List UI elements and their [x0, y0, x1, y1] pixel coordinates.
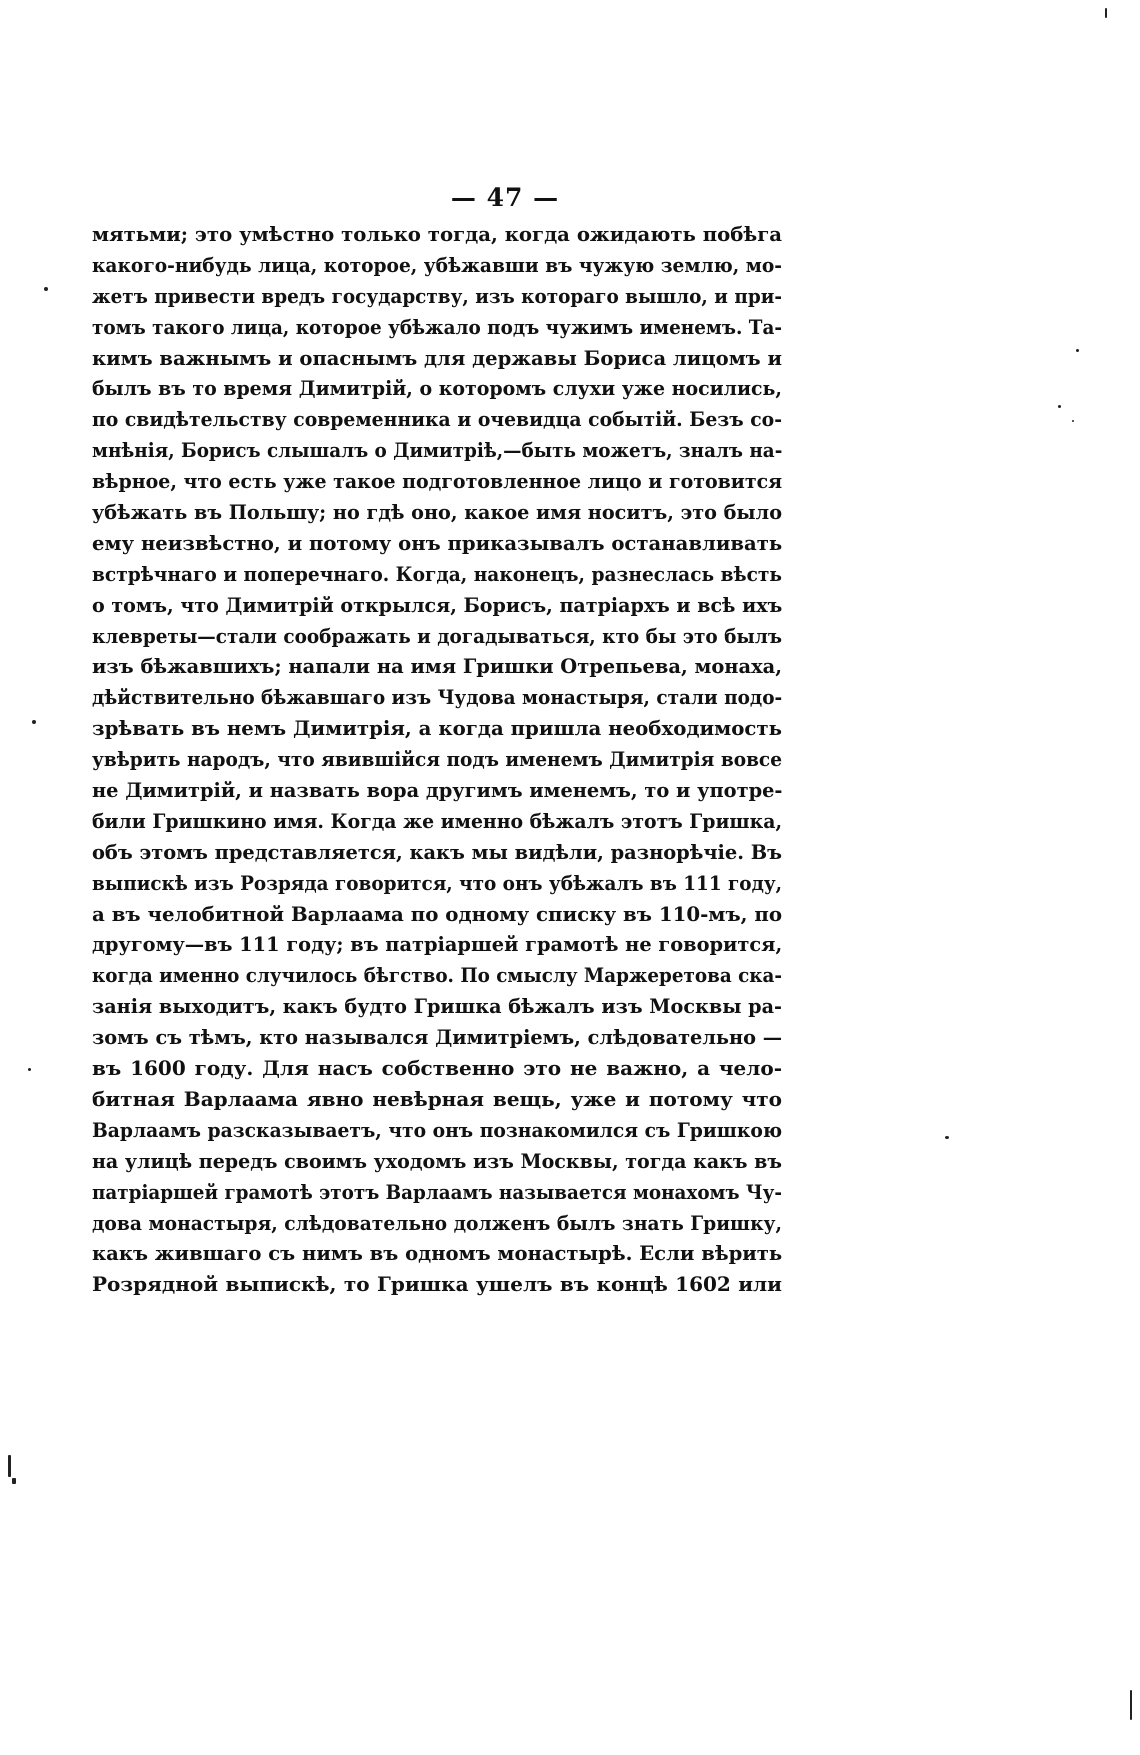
scan-speck	[32, 720, 36, 724]
text-line: встрѣчнаго и поперечнаго. Когда, наконецъ, разнеслась вѣсть	[92, 561, 782, 586]
text-line: не Димитрій, и назвать вора другимъ именемъ, то и употре-	[92, 778, 783, 803]
text-line: на улицѣ передъ своимъ уходомъ изъ Москвы, тогда какъ въ	[92, 1148, 782, 1173]
scan-speck	[12, 1478, 16, 1484]
text-line: зомъ съ тѣмъ, кто назывался Димитріемъ, слѣдовательно —	[92, 1025, 782, 1050]
text-line: вѣрное, что есть уже такое подготовленное лицо и готовится	[92, 469, 783, 494]
text-line: былъ въ то время Димитрій, о которомъ слухи уже носились,	[92, 376, 782, 401]
scan-speck	[1105, 8, 1107, 18]
text-line: другому—въ 111 году; въ патріаршей грамотѣ не говорится,	[92, 932, 783, 957]
text-line: какъ жившаго съ нимъ въ одномъ монастырѣ. Если вѣрить	[92, 1241, 783, 1266]
text-line: ему неизвѣстно, и потому онъ приказывалъ останавливать	[92, 530, 783, 555]
body-text	[92, 219, 782, 1300]
text-line: занія выходитъ, какъ будто Гришка бѣжалъ изъ Москвы ра-	[92, 994, 782, 1019]
scan-speck	[8, 1455, 11, 1477]
text-line: изъ бѣжавшихъ; напали на имя Гришки Отрепьева, монаха,	[92, 654, 782, 679]
text-line: Варлаамъ разсказываетъ, что онъ познакомился съ Гришкою	[92, 1117, 782, 1142]
text-line: мнѣнія, Борисъ слышалъ о Димитріѣ,—быть можетъ, зналъ на-	[92, 438, 783, 463]
text-line: томъ такого лица, которое убѣжало подъ чужимъ именемъ. Та-	[92, 314, 782, 339]
text-line: мятьми; это умѣстно только тогда, когда ожидають побѣга	[92, 222, 782, 246]
text-line: били Гришкино имя. Когда же именно бѣжалъ этотъ Гришка,	[92, 808, 782, 833]
text-line: зрѣвать въ немъ Димитрія, а когда пришла необходимость	[92, 716, 782, 741]
text-line: какого-нибудь лица, которое, убѣжавши въ чужую землю, мо-	[92, 252, 782, 277]
text-line: увѣрить народъ, что явившійся подъ именемъ Димитрія вовсе	[92, 747, 782, 772]
scan-speck	[1058, 405, 1061, 408]
scan-speck	[1130, 1690, 1132, 1720]
scan-speck	[28, 1068, 31, 1071]
text-line: убѣжать въ Польшу; но гдѣ оно, какое имя носитъ, это было	[92, 500, 783, 525]
scan-speck	[1076, 349, 1079, 352]
text-line: по свидѣтельству современника и очевидца событій. Безъ со-	[92, 407, 782, 432]
text-line: кимъ важнымъ и опаснымъ для державы Бориса лицомъ и	[92, 345, 782, 370]
text-line: дѣйствительно бѣжавшаго изъ Чудова монастыря, стали подо-	[92, 685, 783, 710]
text-line: дова монастыря, слѣдовательно долженъ былъ знать Гришку,	[92, 1210, 782, 1235]
text-line: Розрядной выпискѣ, то Гришка ушелъ въ концѣ 1602 или	[92, 1272, 782, 1297]
scan-speck	[1072, 420, 1074, 422]
text-line: а въ челобитной Варлаама по одному списку въ 110-мъ, по	[92, 901, 783, 926]
scan-speck	[945, 1136, 949, 1139]
text-line: патріаршей грамотѣ этотъ Варлаамъ называется монахомъ Чу-	[92, 1179, 782, 1204]
text-line: когда именно случилось бѣгство. По смыслу Маржеретова ска-	[92, 963, 782, 988]
page-number: — 47 —	[450, 183, 560, 212]
text-line: битная Варлаама явно невѣрная вещь, уже и потому что	[92, 1086, 782, 1111]
text-line: въ 1600 году. Для насъ собственно это не важно, а чело-	[92, 1056, 782, 1081]
scan-speck	[44, 287, 48, 291]
text-line: объ этомъ представляется, какъ мы видѣли, разнорѣчіе. Въ	[92, 839, 782, 864]
text-line: жетъ привести вредъ государству, изъ котораго вышло, и при-	[92, 283, 782, 308]
text-line: о томъ, что Димитрій открылся, Борисъ, патріархъ и всѣ ихъ	[92, 592, 783, 617]
text-line: выпискѣ изъ Розряда говорится, что онъ убѣжалъ въ 111 году,	[92, 870, 783, 895]
text-line: клевреты—стали соображать и догадываться, кто бы это былъ	[92, 623, 782, 648]
